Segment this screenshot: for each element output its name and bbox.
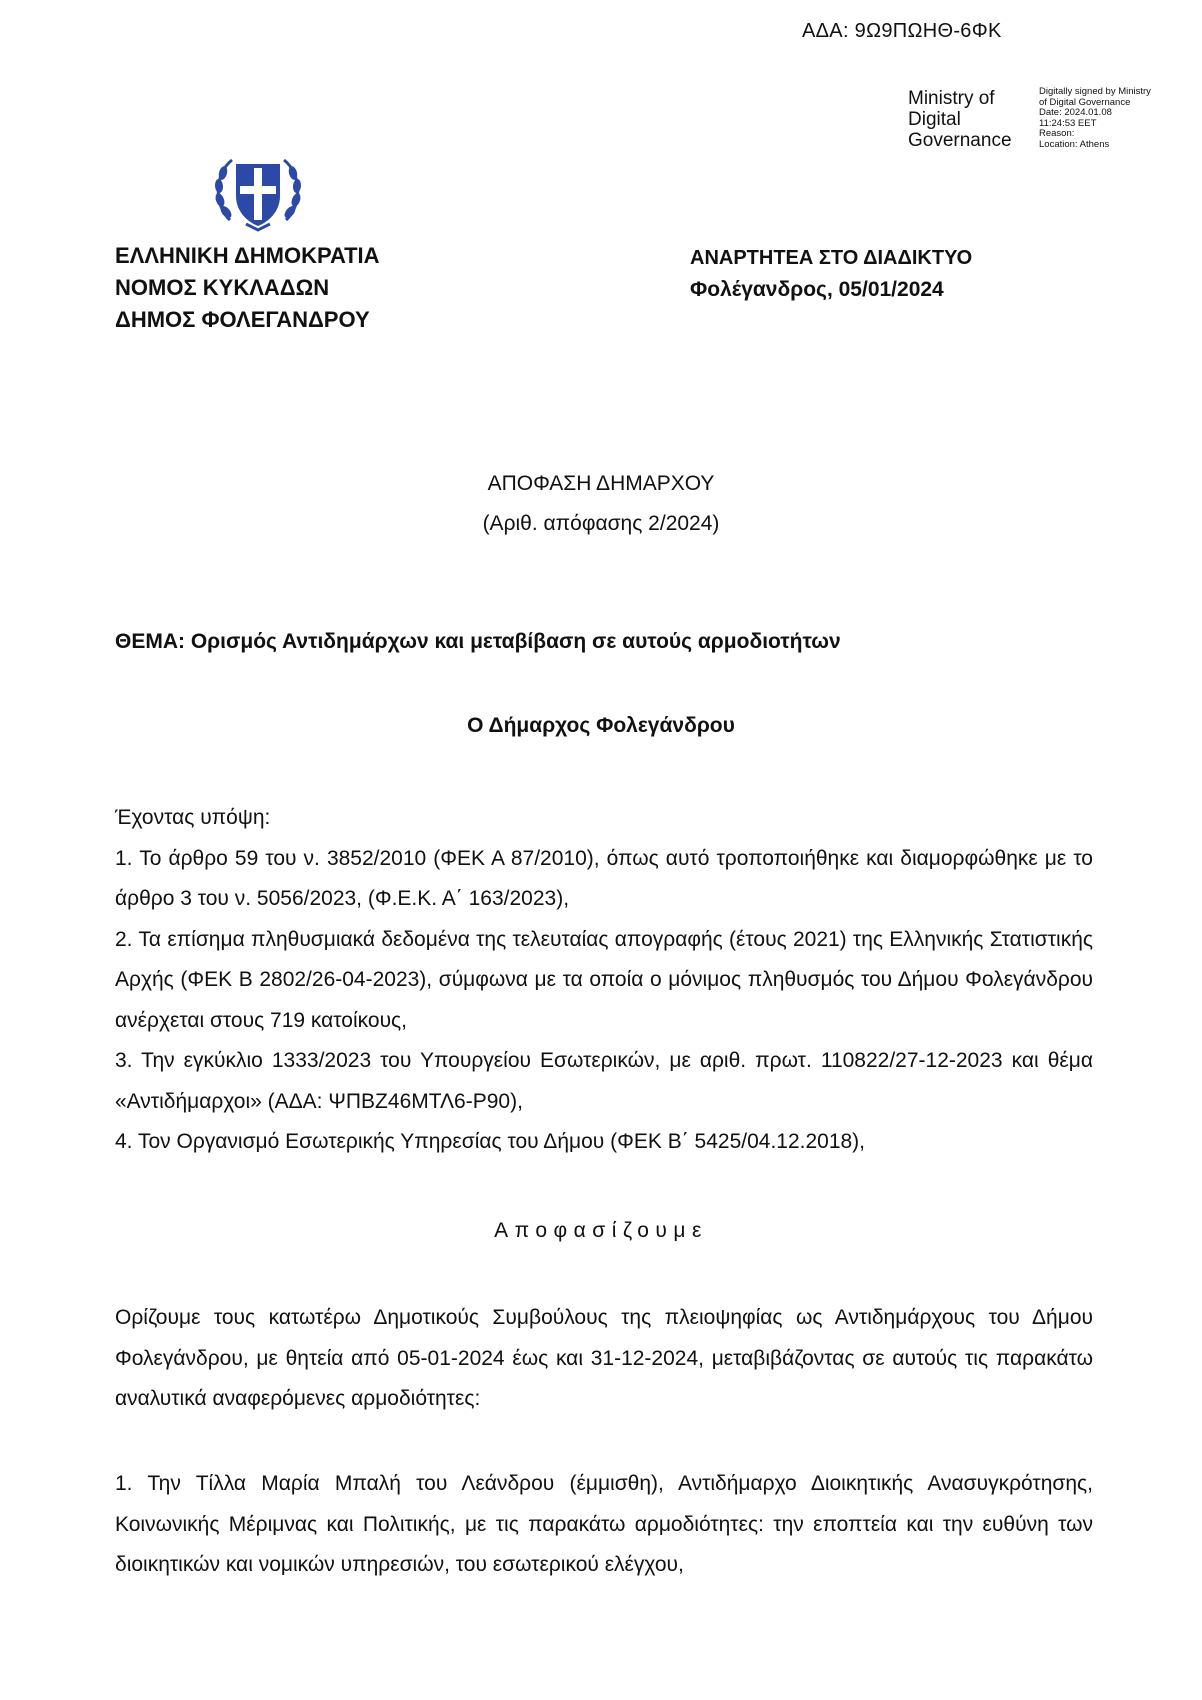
issuing-authority: Ο Δήμαρχος Φολεγάνδρου	[467, 714, 735, 737]
place-date: Φολέγανδρος, 05/01/2024	[690, 278, 944, 301]
signature-brand-line: Governance	[908, 130, 1012, 151]
considering-heading: Έχοντας υπόψη:	[115, 806, 271, 829]
issuer-block	[115, 240, 380, 336]
publication-block	[690, 242, 972, 306]
issuer-line: ΕΛΛΗΝΙΚΗ ΔΗΜΟΚΡΑΤΙΑ	[115, 243, 380, 268]
signature-detail-line: Date: 2024.01.08	[1039, 107, 1112, 119]
decision-item-text: 1. Την Τίλλα Μαρία Μπαλή του Λεάνδρου (έμμισθη), Αντιδήμαρχο Διοικητικής Ανασυγκρότησης, Κοινωνικής Μέριμνας και Πολιτικής, με τις παρακάτω αρμοδιότητες: την εποπτεία και την ευθύνη των διοικητικών και νομικών υπηρεσιών, του εσωτερικού ελέγχου,	[115, 1472, 1093, 1576]
decision-title-block	[0, 464, 1202, 544]
signature-detail-line: of Digital Governance	[1039, 96, 1131, 108]
signature-brand-line: Digital	[908, 109, 961, 130]
considering-item: 4. Τον Οργανισμό Εσωτερικής Υπηρεσίας του Δήμου (ΦΕΚ Β΄ 5425/04.12.2018),	[115, 1130, 866, 1153]
coat-of-arms-icon	[210, 150, 306, 234]
signature-detail-line: Reason:	[1039, 128, 1075, 140]
signature-detail-line: Digitally signed by Ministry	[1039, 86, 1151, 97]
considering-item: 2. Τα επίσημα πληθυσμιακά δεδομένα της τελευταίας απογραφής (έτους 2021) της Ελληνικής Στατιστικής Αρχής (ΦΕΚ Β 2802/26-04-2023), σύμφωνα με τα οποία ο μόνιμος πληθυσμός του Δήμου Φολεγάνδρου ανέρχεται στους 719 κατοίκους,	[115, 927, 1093, 1032]
signature-brand-line: Ministry of	[908, 88, 995, 109]
decision-number: (Αριθ. απόφασης 2/2024)	[482, 512, 720, 535]
considering-item: 3. Την εγκύκλιο 1333/2023 του Υπουργείου Εσωτερικών, με αριθ. πρωτ. 110822/27-12-2023 και θέμα «Αντιδήμαρχοι» (ΑΔΑ: ΨΠΒΖ46ΜΤΛ6-Ρ90),	[115, 1049, 1093, 1113]
issuer-line: ΝΟΜΟΣ ΚΥΚΛΑΔΩΝ	[115, 275, 330, 300]
decision-item	[115, 1464, 1093, 1586]
considering-item: 1. Το άρθρο 59 του ν. 3852/2010 (ΦΕΚ Α 87/2010), όπως αυτό τροποποιήθηκε και διαμορφώθηκε με το άρθρο 3 του ν. 5056/2023, (Φ.Ε.Κ. Α΄ 163/2023),	[115, 846, 1093, 910]
signature-brand	[908, 88, 1012, 151]
signature-detail-line: Location: Athens	[1039, 138, 1110, 150]
signature-detail-line: 11:24:53 EET	[1039, 117, 1097, 129]
decision-intro-text: Ορίζουμε τους κατωτέρω Δημοτικούς Συμβούλους της πλειοψηφίας ως Αντιδημάρχους του Δήμου Φολεγάνδρου, με θητεία από 05-01-2024 έως και 31-12-2024, μεταβιβάζοντας σε αυτούς τις παρακάτω αναλυτικά αναφερόμενες αρμοδιότητες:	[115, 1306, 1093, 1410]
considering-section	[115, 798, 1093, 1163]
publication-notice: ΑΝΑΡΤΗΤΕΑ ΣΤΟ ΔΙΑΔΙΚΤΥΟ	[690, 247, 973, 269]
decision-intro	[115, 1298, 1093, 1420]
signature-details	[1039, 87, 1151, 151]
decision-subject: ΘΕΜΑ: Ορισμός Αντιδημάρχων και μεταβίβαση σε αυτούς αρμοδιοτήτων	[115, 630, 841, 653]
decide-heading: Αποφασίζουμε	[494, 1219, 708, 1242]
decision-title: ΑΠΟΦΑΣΗ ΔΗΜΑΡΧΟΥ	[487, 472, 715, 495]
ada-code: ΑΔΑ: 9Ω9ΠΩΗΘ-6ΦΚ	[802, 20, 1002, 42]
issuer-line: ΔΗΜΟΣ ΦΟΛΕΓΑΝΔΡΟΥ	[115, 307, 370, 332]
